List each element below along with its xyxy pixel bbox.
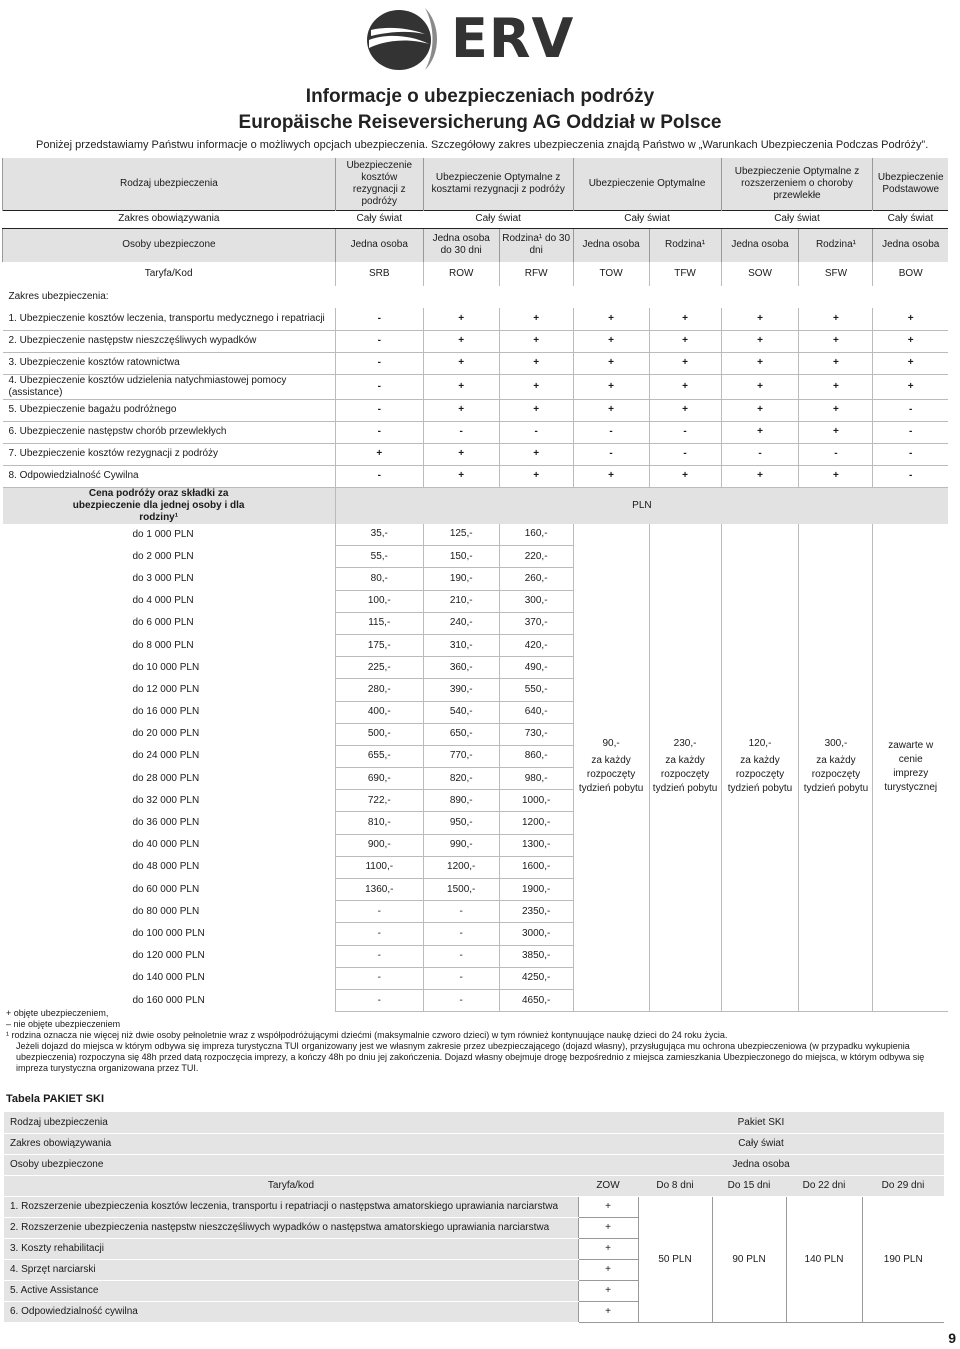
premium-value: - — [423, 967, 499, 989]
price-range: do 4 000 PLN — [132, 595, 194, 607]
premium-value: 655,- — [335, 745, 423, 767]
coverage-symbol: + — [799, 421, 873, 443]
price-range: do 32 000 PLN — [132, 794, 200, 806]
scope-label-row — [3, 286, 949, 308]
price-range: do 160 000 PLN — [132, 994, 205, 1006]
ski-taryfa-row — [4, 1175, 944, 1196]
price-currency: PLN — [335, 487, 948, 524]
osoby-value: Jedna osoba — [573, 228, 649, 262]
premium-value: 4650,- — [499, 989, 573, 1011]
price-range: do 40 000 PLN — [132, 839, 200, 851]
weekly-amount: 230,- — [673, 738, 697, 750]
coverage-label: 2. Ubezpieczenie następstw nieszczęśliwych wypadków — [3, 330, 336, 352]
weekly-note: za każdy rozpoczęty tydzień pobytu — [803, 755, 869, 795]
footnote-family: ¹ rodzina oznacza nie więcej niż dwie osoby pełnoletnie wraz z współpodróżującymi dziećmi (maksymalnie czworo dzieci) w tym również kontynuujące naukę dzieci do 24 roku życia. — [6, 1030, 728, 1040]
ski-table — [4, 1112, 944, 1323]
coverage-symbol: + — [649, 374, 721, 399]
coverage-symbol: + — [649, 352, 721, 374]
coverage-symbol: + — [423, 443, 499, 465]
ski-row-label: 1. Rozszerzenie ubezpieczenia kosztów leczenia, transportu i repatriacji o następstwa amatorskiego uprawiania narciarstwa — [4, 1196, 578, 1217]
coverage-symbol: + — [499, 443, 573, 465]
rodzaj-label: Rodzaj ubezpieczenia — [3, 158, 336, 210]
ski-osoby-row — [4, 1154, 944, 1175]
coverage-symbol: - — [649, 421, 721, 443]
coverage-row — [3, 352, 949, 374]
premium-value: 115,- — [335, 612, 423, 634]
coverage-symbol: + — [423, 330, 499, 352]
scope-label: Zakres ubezpieczenia: — [8, 291, 109, 302]
osoby-label: Osoby ubezpieczone — [3, 228, 336, 262]
insurance-table — [2, 158, 948, 1012]
coverage-symbol: - — [649, 443, 721, 465]
premium-value: 1300,- — [499, 834, 573, 856]
weekly-amount: 120,- — [748, 738, 772, 750]
coverage-symbol: + — [721, 421, 799, 443]
ski-row-symbol: + — [578, 1217, 638, 1238]
ski-price: 190 PLN — [862, 1196, 944, 1322]
premium-value: - — [335, 967, 423, 989]
ski-zakres-label: Zakres obowiązywania — [4, 1133, 578, 1154]
price-row — [3, 524, 949, 546]
premium-value: 240,- — [423, 612, 499, 634]
taryfa-row — [3, 262, 949, 286]
taryfa-code: BOW — [873, 262, 948, 286]
coverage-row — [3, 308, 949, 330]
coverage-symbol: - — [335, 374, 423, 399]
weekly-premium — [649, 524, 721, 1012]
coverage-symbol: + — [573, 374, 649, 399]
osoby-value: Rodzina¹ — [799, 228, 873, 262]
premium-value: 190,- — [423, 568, 499, 590]
price-range: do 36 000 PLN — [132, 817, 200, 829]
premium-value: 175,- — [335, 634, 423, 656]
premium-value: 1000,- — [499, 790, 573, 812]
page-subtitle: Europäische Reiseversicherung AG Oddział w Polsce — [238, 112, 722, 133]
premium-value: 300,- — [499, 590, 573, 612]
premium-value: 650,- — [423, 723, 499, 745]
ski-row-symbol: + — [578, 1280, 638, 1301]
price-range: do 24 000 PLN — [132, 750, 200, 762]
taryfa-code: TOW — [573, 262, 649, 286]
coverage-row — [3, 374, 949, 399]
price-range: do 60 000 PLN — [132, 883, 200, 895]
premium-value: 1200,- — [499, 812, 573, 834]
premium-value: 540,- — [423, 701, 499, 723]
taryfa-code: SOW — [721, 262, 799, 286]
ski-price: 50 PLN — [638, 1196, 712, 1322]
coverage-symbol: + — [721, 352, 799, 374]
price-header-label: Cena podróży oraz składki za ubezpieczenie dla jednej osoby i dla rodziny¹ — [3, 487, 336, 524]
premium-value: 100,- — [335, 590, 423, 612]
ski-zakres-value: Cały świat — [578, 1133, 944, 1154]
taryfa-label: Taryfa/Kod — [144, 268, 193, 279]
premium-value: 220,- — [499, 546, 573, 568]
taryfa-code: ROW — [423, 262, 499, 286]
ski-column-header: Do 15 dni — [712, 1175, 786, 1196]
coverage-symbol: + — [873, 374, 948, 399]
coverage-row — [3, 330, 949, 352]
premium-value: 35,- — [335, 524, 423, 546]
premium-value: 640,- — [499, 701, 573, 723]
coverage-symbol: + — [423, 308, 499, 330]
premium-value: 1600,- — [499, 856, 573, 878]
premium-value: - — [423, 923, 499, 945]
premium-value: 360,- — [423, 657, 499, 679]
zakres-value: Cały świat — [335, 210, 423, 228]
coverage-symbol: + — [499, 352, 573, 374]
weekly-note: za każdy rozpoczęty tydzień pobytu — [652, 755, 718, 795]
coverage-symbol: - — [335, 399, 423, 421]
footnote-minus: – nie objęte ubezpieczeniem — [6, 1019, 121, 1029]
ski-column-header: Do 29 dni — [862, 1175, 944, 1196]
weekly-premium — [799, 524, 873, 1012]
zakres-label: Zakres obowiązywania — [3, 210, 336, 228]
ski-taryfa-label: Taryfa/kod — [4, 1175, 578, 1196]
taryfa-code: SFW — [799, 262, 873, 286]
weekly-amount: 90,- — [602, 738, 620, 750]
premium-value: 1500,- — [423, 879, 499, 901]
coverage-label: 1. Ubezpieczenie kosztów leczenia, transportu medycznego i repatriacji — [3, 308, 336, 330]
premium-value: 1900,- — [499, 879, 573, 901]
coverage-symbol: + — [721, 308, 799, 330]
premium-value: 4250,- — [499, 967, 573, 989]
coverage-symbol: + — [799, 399, 873, 421]
price-range: do 8 000 PLN — [132, 639, 194, 651]
ski-row-label: 2. Rozszerzenie ubezpieczenia następstw nieszczęśliwych wypadków o następstwa amatorskiego uprawiania narciarstwa — [4, 1217, 578, 1238]
coverage-symbol: - — [873, 443, 948, 465]
coverage-symbol: + — [499, 330, 573, 352]
zakres-value: Cały świat — [873, 210, 948, 228]
coverage-symbol: - — [335, 308, 423, 330]
header-row-products — [3, 158, 949, 210]
footnote-travel: Jeżeli dojazd do miejsca w którym odbywa się impreza turystyczna TUI organizowany jest we własnym zakresie przez ubezpieczającego (dojazd własny), przysługująca mu ochrona ubezpieczeniowa (w przypadku wykupienia ubezpieczenia) rozpoczyna się 48h przed datą rozpoczęcia imprezy, a kończy 48h po dniu jej zakończenia. Dojazd własny obejmuje drogę bezpośrednio z miejsca zamieszkania Ubezpieczonego do miejsca, w którym odbywa się impreza turystyczna organizowana przez TUI. — [16, 1041, 925, 1073]
premium-value: - — [335, 989, 423, 1011]
coverage-symbol: + — [335, 443, 423, 465]
coverage-symbol: + — [649, 465, 721, 487]
ski-price: 140 PLN — [786, 1196, 862, 1322]
coverage-symbol: + — [799, 330, 873, 352]
coverage-row — [3, 421, 949, 443]
premium-value: 980,- — [499, 768, 573, 790]
premium-value: 900,- — [335, 834, 423, 856]
price-range: do 1 000 PLN — [132, 528, 194, 540]
premium-value: 210,- — [423, 590, 499, 612]
coverage-symbol: + — [873, 330, 948, 352]
ski-rodzaj-value: Pakiet SKI — [578, 1112, 944, 1133]
coverage-symbol: - — [873, 399, 948, 421]
price-range: do 16 000 PLN — [132, 706, 200, 718]
coverage-symbol: + — [573, 465, 649, 487]
coverage-symbol: + — [573, 352, 649, 374]
coverage-symbol: + — [499, 308, 573, 330]
price-range: do 120 000 PLN — [132, 950, 205, 962]
coverage-symbol: + — [873, 308, 948, 330]
osoby-value: Rodzina¹ — [649, 228, 721, 262]
price-range: do 3 000 PLN — [132, 572, 194, 584]
product-bow: Ubezpieczenie Podstawowe — [873, 158, 948, 210]
coverage-row — [3, 465, 949, 487]
coverage-symbol: - — [799, 443, 873, 465]
premium-value: 390,- — [423, 679, 499, 701]
premium-value: 280,- — [335, 679, 423, 701]
coverage-label: 8. Odpowiedzialność Cywilna — [3, 465, 336, 487]
premium-value: 80,- — [335, 568, 423, 590]
footnote-plus: + objęte ubezpieczeniem, — [6, 1008, 109, 1018]
coverage-symbol: + — [721, 374, 799, 399]
ski-row-label: 6. Odpowiedzialność cywilna — [4, 1301, 578, 1322]
coverage-symbol: + — [423, 399, 499, 421]
erv-logo — [363, 4, 595, 74]
weekly-premium — [573, 524, 649, 1012]
ski-rodzaj-row — [4, 1112, 944, 1133]
ski-row-label: 5. Active Assistance — [4, 1280, 578, 1301]
price-range: do 28 000 PLN — [132, 772, 200, 784]
premium-value: 730,- — [499, 723, 573, 745]
logo-text: ERV — [451, 7, 575, 70]
premium-value: - — [423, 945, 499, 967]
osoby-value: Jedna osoba — [721, 228, 799, 262]
coverage-label: 3. Ubezpieczenie kosztów ratownictwa — [3, 352, 336, 374]
price-range: do 20 000 PLN — [132, 728, 200, 740]
coverage-symbol: - — [423, 421, 499, 443]
coverage-symbol: - — [873, 421, 948, 443]
ski-price: 90 PLN — [712, 1196, 786, 1322]
osoby-value: Jedna osoba — [335, 228, 423, 262]
ski-row-label: 3. Koszty rehabilitacji — [4, 1238, 578, 1259]
coverage-symbol: + — [873, 352, 948, 374]
weekly-premium — [721, 524, 799, 1012]
premium-value: 400,- — [335, 701, 423, 723]
coverage-symbol: - — [721, 443, 799, 465]
premium-value: 1360,- — [335, 879, 423, 901]
coverage-symbol: + — [573, 399, 649, 421]
taryfa-code: SRB — [335, 262, 423, 286]
coverage-label: 6. Ubezpieczenie następstw chorób przewlekłych — [3, 421, 336, 443]
premium-value: 55,- — [335, 546, 423, 568]
coverage-row — [3, 399, 949, 421]
premium-value: 722,- — [335, 790, 423, 812]
coverage-symbol: + — [799, 374, 873, 399]
taryfa-code: RFW — [499, 262, 573, 286]
premium-value: 3000,- — [499, 923, 573, 945]
osoby-value: Jedna osoba — [873, 228, 948, 262]
coverage-symbol: + — [799, 308, 873, 330]
intro-text: Poniżej przedstawiamy Państwu informacje o możliwych opcjach ubezpieczenia. Szczegółowy zakres ubezpieczenia znajdą Państwo w „Warunkach Ubezpieczenia Podczas Podróży”. — [36, 139, 929, 151]
premium-value: 950,- — [423, 812, 499, 834]
premium-value: - — [423, 901, 499, 923]
ski-column-header: Do 22 dni — [786, 1175, 862, 1196]
premium-value: 420,- — [499, 634, 573, 656]
product-srb: Ubezpieczenie kosztów rezygnacji z podróży — [335, 158, 423, 210]
price-range: do 6 000 PLN — [132, 617, 194, 629]
coverage-symbol: - — [873, 465, 948, 487]
coverage-symbol: - — [573, 443, 649, 465]
weekly-amount: 300,- — [824, 738, 848, 750]
premium-value: - — [423, 989, 499, 1011]
premium-value: 225,- — [335, 657, 423, 679]
coverage-label: 5. Ubezpieczenie bagażu podróżnego — [3, 399, 336, 421]
ski-column-header: ZOW — [578, 1175, 638, 1196]
premium-value: 3850,- — [499, 945, 573, 967]
osoby-value: Rodzina¹ do 30 dni — [499, 228, 573, 262]
price-range: do 10 000 PLN — [132, 661, 200, 673]
price-range: do 140 000 PLN — [132, 972, 205, 984]
product-sow-sfw: Ubezpieczenie Optymalne z rozszerzeniem o choroby przewlekłe — [721, 158, 873, 210]
bow-note: zawarte w cenie imprezy turystycznej — [873, 524, 948, 1012]
osoby-value: Jedna osoba do 30 dni — [423, 228, 499, 262]
taryfa-code: TFW — [649, 262, 721, 286]
ski-row-symbol: + — [578, 1259, 638, 1280]
coverage-label: 7. Ubezpieczenie kosztów rezygnacji z podróży — [3, 443, 336, 465]
zakres-value: Cały świat — [573, 210, 721, 228]
premium-value: 860,- — [499, 745, 573, 767]
price-range: do 100 000 PLN — [132, 927, 205, 939]
zakres-row — [3, 210, 949, 228]
coverage-symbol: + — [423, 374, 499, 399]
premium-value: 1200,- — [423, 856, 499, 878]
premium-value: 160,- — [499, 524, 573, 546]
coverage-symbol: + — [649, 399, 721, 421]
premium-value: 500,- — [335, 723, 423, 745]
price-range: do 80 000 PLN — [132, 905, 200, 917]
coverage-symbol: - — [335, 330, 423, 352]
coverage-row — [3, 443, 949, 465]
ski-row-label: 4. Sprzęt narciarski — [4, 1259, 578, 1280]
coverage-symbol: + — [799, 352, 873, 374]
coverage-symbol: + — [721, 399, 799, 421]
premium-value: 260,- — [499, 568, 573, 590]
coverage-symbol: + — [649, 330, 721, 352]
coverage-symbol: + — [499, 374, 573, 399]
product-tow-tfw: Ubezpieczenie Optymalne — [573, 158, 721, 210]
premium-value: 125,- — [423, 524, 499, 546]
ski-rodzaj-label: Rodzaj ubezpieczenia — [4, 1112, 578, 1133]
weekly-note: za każdy rozpoczęty tydzień pobytu — [578, 755, 644, 795]
coverage-symbol: - — [335, 352, 423, 374]
page-title: Informacje o ubezpieczeniach podróży — [305, 86, 655, 107]
erv-logo-mark-icon — [363, 4, 443, 74]
footnotes — [6, 1008, 951, 1074]
ski-table-title: Tabela PAKIET SKI — [6, 1093, 105, 1105]
coverage-symbol: + — [573, 308, 649, 330]
coverage-symbol: + — [423, 465, 499, 487]
price-range: do 12 000 PLN — [132, 683, 200, 695]
zakres-value: Cały świat — [721, 210, 873, 228]
page-number: 9 — [948, 1330, 956, 1346]
premium-value: 550,- — [499, 679, 573, 701]
premium-value: - — [335, 901, 423, 923]
product-row-rfw: Ubezpieczenie Optymalne z kosztami rezygnacji z podróży — [423, 158, 573, 210]
premium-value: 770,- — [423, 745, 499, 767]
price-header-row — [3, 487, 949, 524]
premium-value: 990,- — [423, 834, 499, 856]
ski-row-symbol: + — [578, 1196, 638, 1217]
premium-value: 820,- — [423, 768, 499, 790]
premium-value: 370,- — [499, 612, 573, 634]
osoby-row — [3, 228, 949, 262]
coverage-symbol: + — [721, 465, 799, 487]
premium-value: 310,- — [423, 634, 499, 656]
coverage-symbol: + — [499, 399, 573, 421]
price-range: do 48 000 PLN — [132, 861, 200, 873]
ski-osoby-value: Jedna osoba — [578, 1154, 944, 1175]
ski-row-symbol: + — [578, 1301, 638, 1322]
coverage-symbol: - — [573, 421, 649, 443]
premium-value: 150,- — [423, 546, 499, 568]
premium-value: 490,- — [499, 657, 573, 679]
coverage-symbol: - — [335, 421, 423, 443]
coverage-symbol: - — [499, 421, 573, 443]
coverage-symbol: + — [721, 330, 799, 352]
premium-value: - — [335, 923, 423, 945]
coverage-symbol: + — [423, 352, 499, 374]
ski-row-symbol: + — [578, 1238, 638, 1259]
ski-zakres-row — [4, 1133, 944, 1154]
coverage-symbol: + — [499, 465, 573, 487]
coverage-symbol: + — [649, 308, 721, 330]
premium-value: 2350,- — [499, 901, 573, 923]
coverage-label: 4. Ubezpieczenie kosztów udzielenia natychmiastowej pomocy (assistance) — [3, 374, 336, 399]
coverage-symbol: + — [573, 330, 649, 352]
ski-column-header: Do 8 dni — [638, 1175, 712, 1196]
premium-value: 1100,- — [335, 856, 423, 878]
coverage-symbol: + — [799, 465, 873, 487]
premium-value: 890,- — [423, 790, 499, 812]
ski-osoby-label: Osoby ubezpieczone — [4, 1154, 578, 1175]
zakres-value: Cały świat — [423, 210, 573, 228]
price-range: do 2 000 PLN — [132, 550, 194, 562]
ski-row — [4, 1196, 944, 1217]
premium-value: - — [335, 945, 423, 967]
premium-value: 690,- — [335, 768, 423, 790]
premium-value: 810,- — [335, 812, 423, 834]
coverage-symbol: - — [335, 465, 423, 487]
weekly-note: za każdy rozpoczęty tydzień pobytu — [727, 755, 793, 795]
